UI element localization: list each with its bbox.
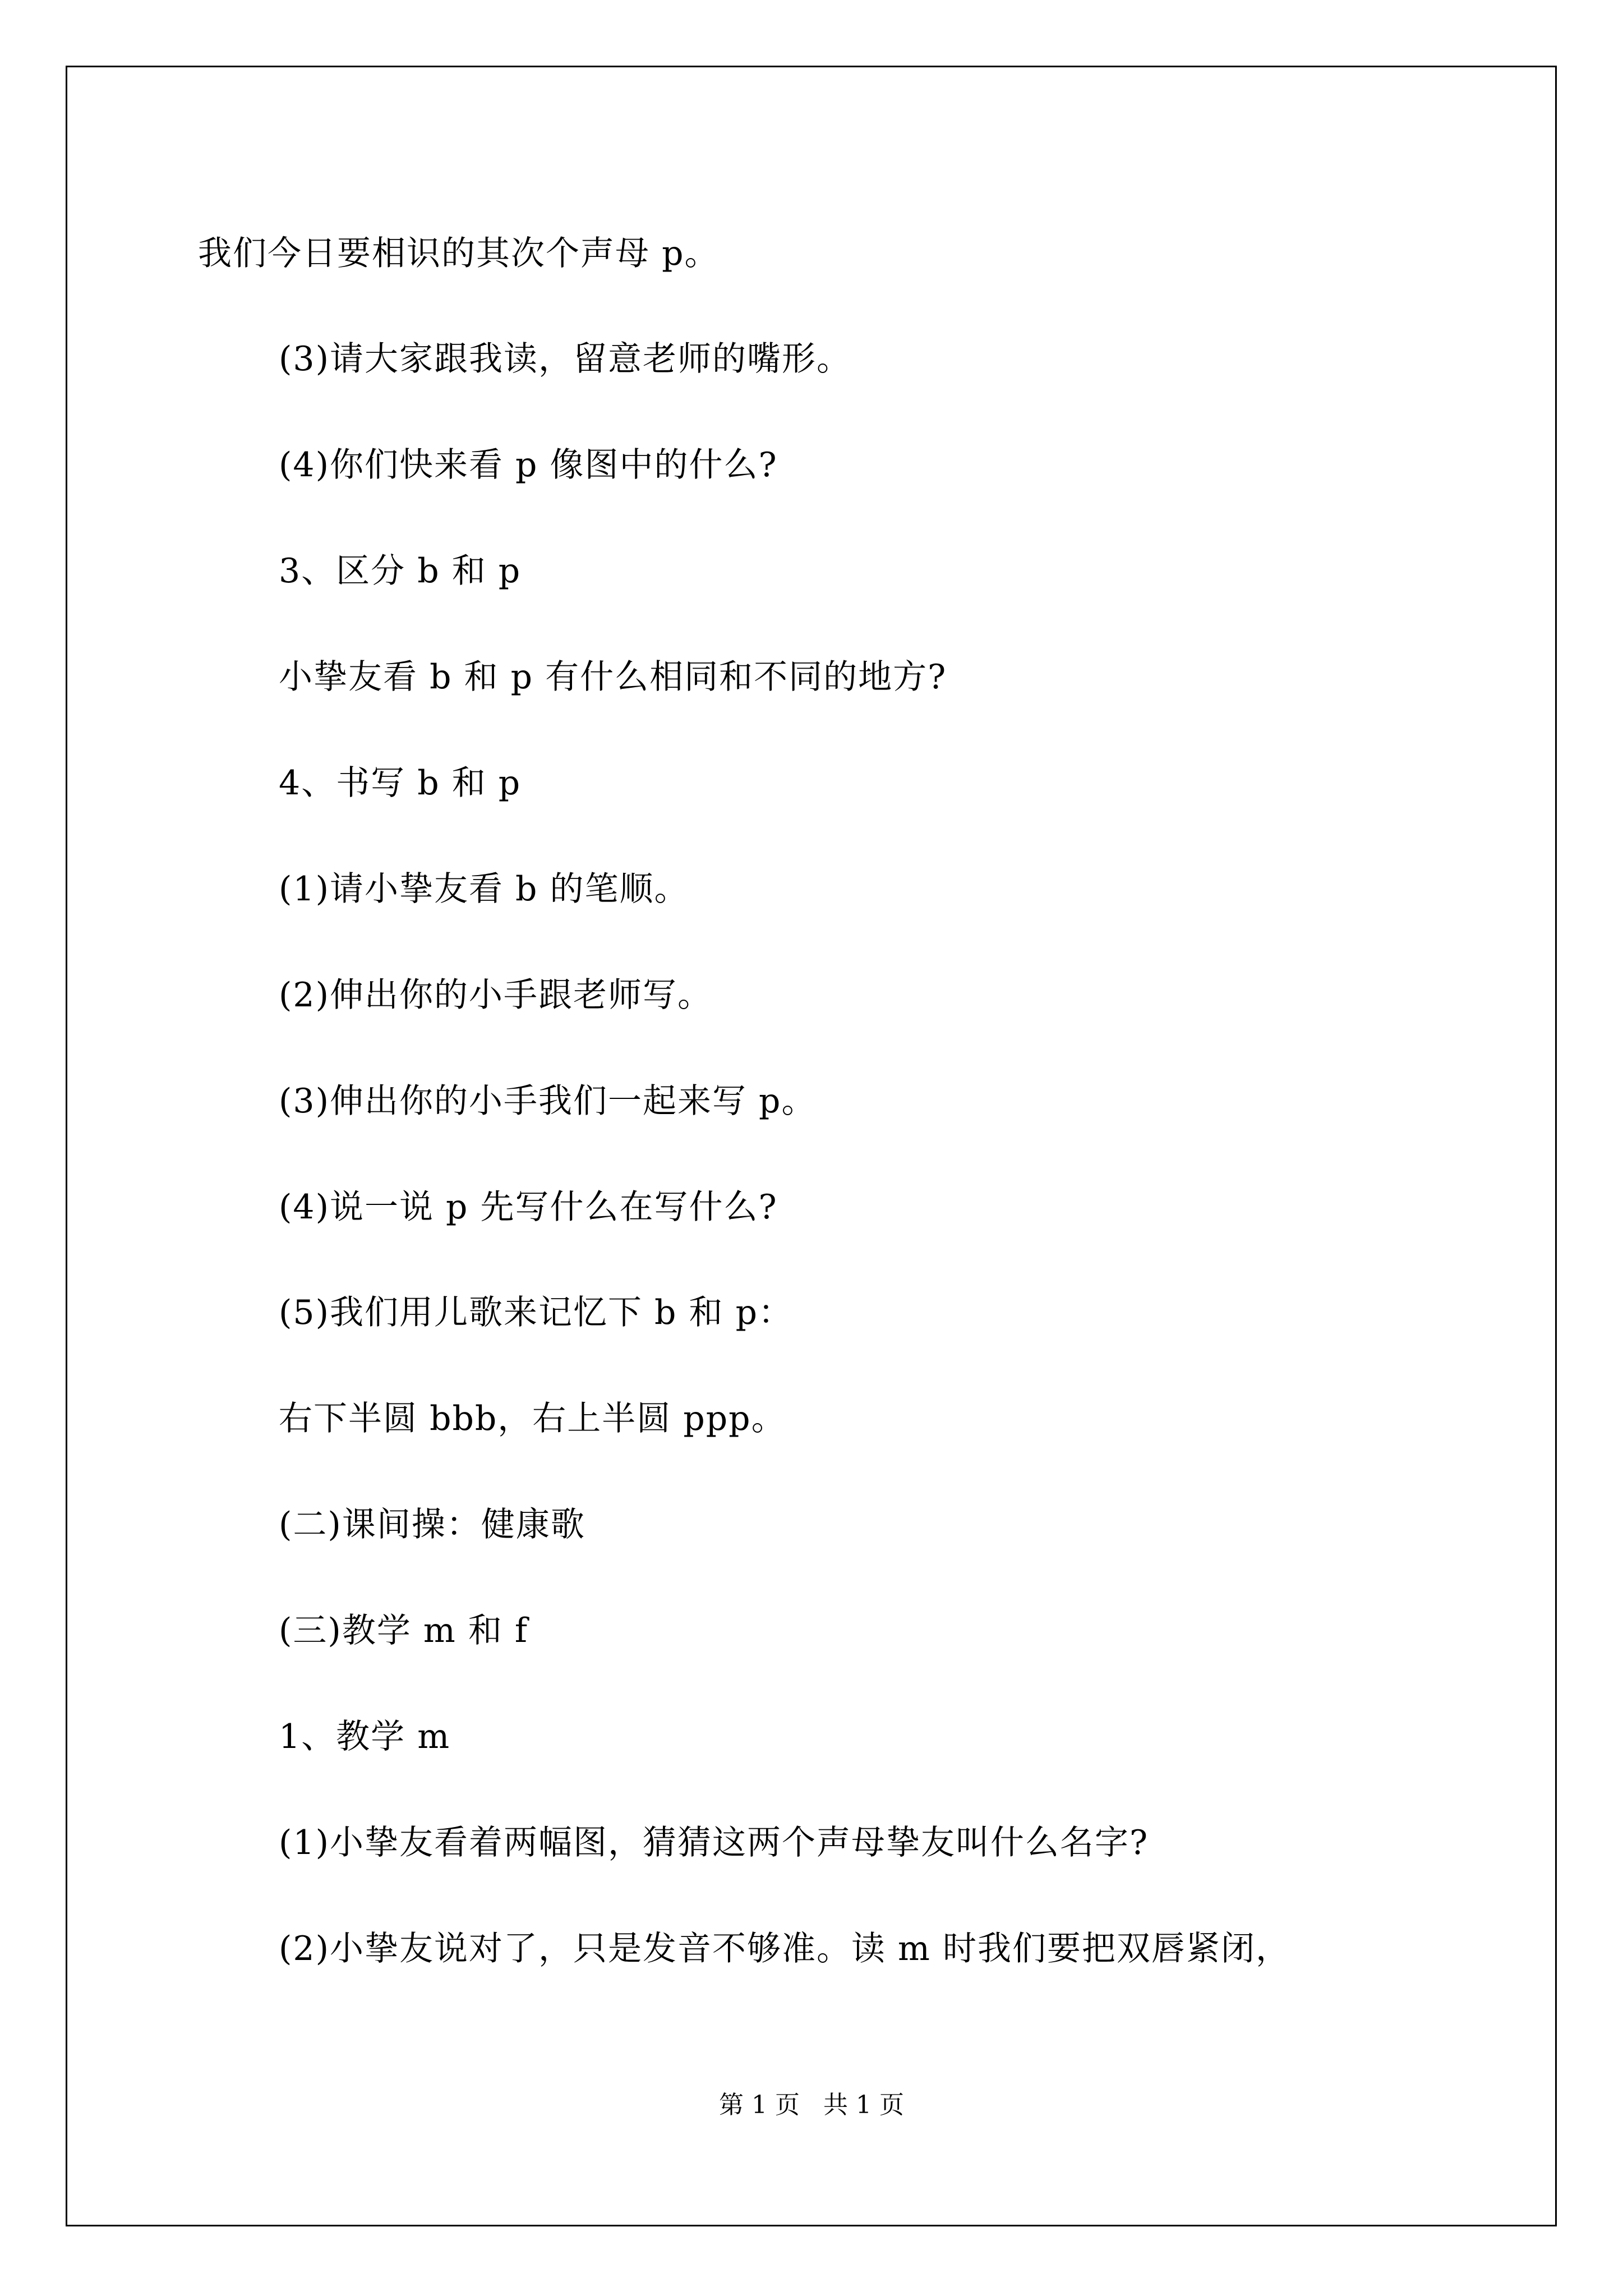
text-line: (4)你们快来看 p 像图中的什么? xyxy=(279,445,778,485)
text-line: 小挚友看 b 和 p 有什么相同和不同的地方? xyxy=(279,657,947,697)
text-line: 我们今日要相识的其次个声母 p。 xyxy=(198,234,720,273)
text-line: (2)伸出你的小手跟老师写。 xyxy=(279,976,712,1015)
text-line: (二)课间操：健康歌 xyxy=(279,1505,585,1544)
text-line: (三)教学 m 和 f xyxy=(279,1611,529,1650)
text-line: (1)请小挚友看 b 的笔顺。 xyxy=(279,869,689,909)
page-border xyxy=(66,66,1557,2226)
text-line: (4)说一说 p 先写什么在写什么? xyxy=(279,1188,778,1227)
text-line: 4、书写 b 和 p xyxy=(279,763,522,803)
text-line: 右下半圆 bbb，右上半圆 ppp。 xyxy=(279,1399,786,1438)
text-line: (5)我们用儿歌来记忆下 b 和 p： xyxy=(279,1293,794,1332)
text-line: (3)伸出你的小手我们一起来写 p。 xyxy=(279,1082,817,1121)
page-number-footer: 第 1 页 共 1 页 xyxy=(719,2091,904,2119)
text-line: 1、教学 m xyxy=(279,1717,451,1756)
text-line: (1)小挚友看着两幅图，猜猜这两个声母挚友叫什么名字? xyxy=(279,1823,1149,1862)
text-line: (2)小挚友说对了，只是发音不够准。读 m 时我们要把双唇紧闭， xyxy=(279,1929,1291,1968)
text-line: 3、区分 b 和 p xyxy=(279,551,522,591)
text-line: (3)请大家跟我读，留意老师的嘴形。 xyxy=(279,339,851,379)
